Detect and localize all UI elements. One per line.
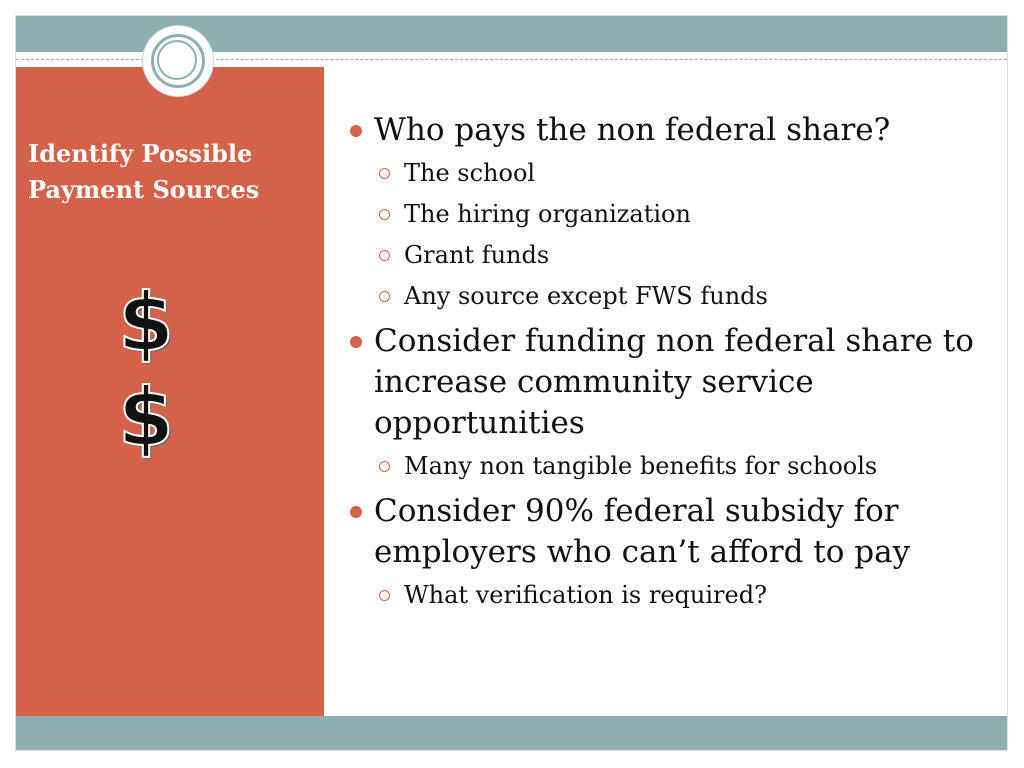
sub-bullet-item — [348, 157, 988, 189]
bullet-list — [348, 110, 988, 620]
dollar-sign-icon: $ — [118, 371, 174, 464]
dollar-sign-icon: $ — [118, 276, 174, 369]
sub-bullet-item — [348, 198, 988, 230]
sub-bullet-text: Any source except FWS funds — [404, 282, 768, 310]
bullet-text: Who pays the non federal share? — [374, 112, 891, 148]
ring-bullet-icon — [379, 461, 390, 472]
bullet-dot-icon — [350, 506, 362, 518]
circle-inner — [157, 40, 197, 80]
sub-bullet-item — [348, 239, 988, 271]
ring-bullet-icon — [379, 209, 390, 220]
sub-bullet-text: What verification is required? — [404, 581, 767, 609]
bullet-item — [348, 321, 988, 444]
bullet-item — [348, 110, 988, 151]
sub-bullet-text: Many non tangible benefits for schools — [404, 452, 878, 480]
ring-bullet-icon — [379, 250, 390, 261]
bullet-dot-icon — [350, 125, 362, 137]
ring-bullet-icon — [379, 291, 390, 302]
sub-bullet-text: The school — [404, 159, 536, 187]
bullet-dot-icon — [350, 336, 362, 348]
ring-bullet-icon — [379, 168, 390, 179]
sub-bullet-text: Grant funds — [404, 241, 550, 269]
sub-bullet-text: The hiring organization — [404, 200, 691, 228]
sub-bullet-item — [348, 450, 988, 482]
bottom-band — [16, 716, 1007, 750]
slide-title: Identify Possible Payment Sources — [28, 139, 260, 204]
ring-bullet-icon — [379, 590, 390, 601]
sub-bullet-item — [348, 280, 988, 312]
bullet-item — [348, 491, 988, 573]
bullet-text: Consider 90% federal subsidy for employers who can’t afford to pay — [374, 493, 911, 570]
sub-bullet-item — [348, 579, 988, 611]
bullet-text: Consider funding non federal share to increase community service opportunities — [374, 323, 974, 441]
